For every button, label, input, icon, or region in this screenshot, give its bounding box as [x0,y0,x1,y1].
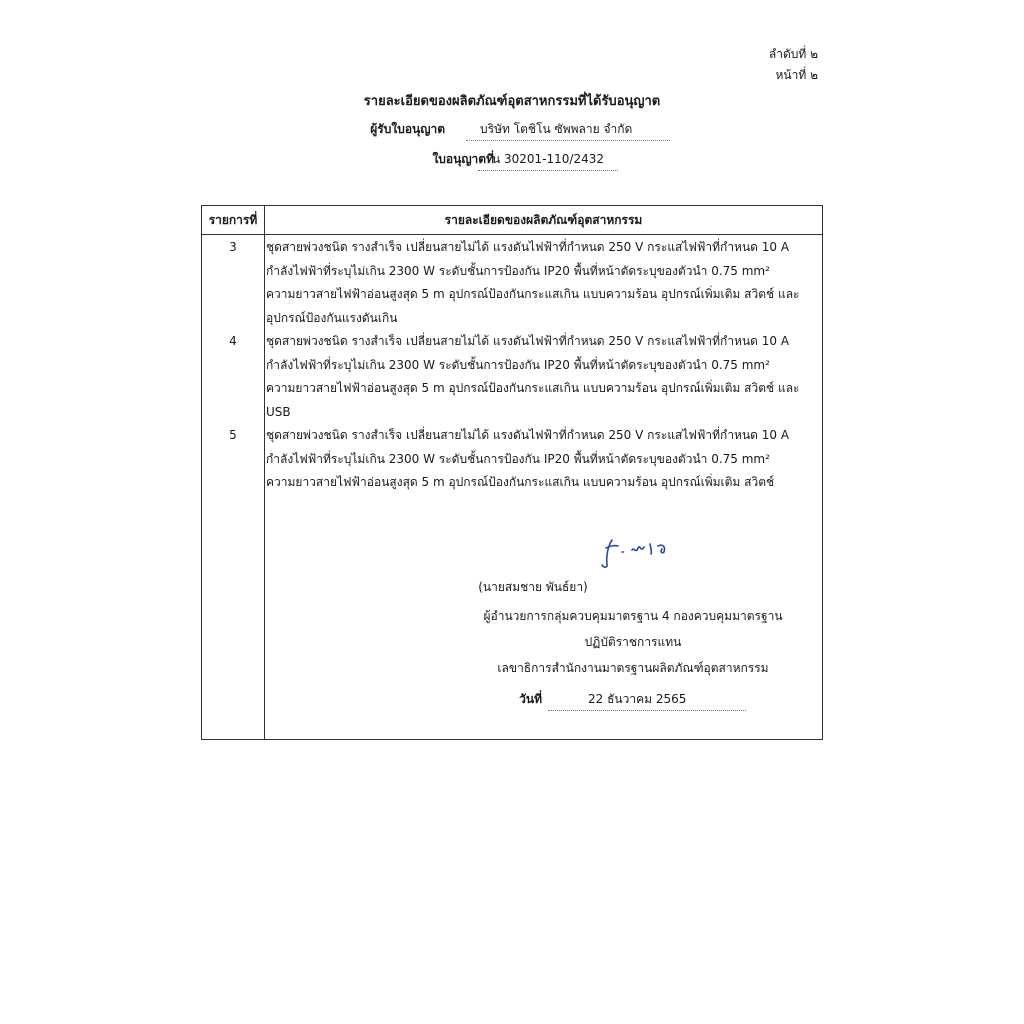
detail-line: ชุดสายพ่วงชนิด รางสำเร็จ เปลี่ยนสายไม่ได้ แรงดันไฟฟ้าที่กำหนด 250 V กระแสไฟฟ้าที่กำหนด 10 A [266,334,790,348]
detail-line: กำลังไฟฟ้าที่ระบุไม่เกิน 2300 W ระดับชั้นการป้องกัน IP20 พื้นที่หน้าตัดระบุของตัวนำ 0.75 mm² [266,357,770,372]
license-number-value: น 30201-110/2432 [478,148,618,171]
licensee-label: ผู้รับใบอนุญาต [370,122,445,136]
row-item-number: 5 [229,428,237,442]
detail-line: USB [266,404,291,419]
table-header [202,206,822,235]
row-detail [266,236,818,330]
detail-line: ความยาวสายไฟฟ้าอ่อนสูงสุด 5 m อุปกรณ์ป้องกันกระแสเกิน แบบความร้อน อุปกรณ์เพิ่มเติม สวิตช์ [266,475,775,489]
detail-line: ความยาวสายไฟฟ้าอ่อนสูงสุด 5 m อุปกรณ์ป้องกันกระแสเกิน แบบความร้อน อุปกรณ์เพิ่มเติม สวิตช์ และ [266,381,800,395]
signer-position-2: ปฏิบัติราชการแทน [584,635,682,649]
column-divider [264,206,265,739]
header-item-number: รายการที่ [208,213,258,227]
licensee-value: บริษัท โตชิโน ซัพพลาย จำกัด [466,118,670,141]
row-item-number: 3 [229,240,237,254]
license-number-row [0,148,1024,172]
header-product-detail: รายละเอียดของผลิตภัณฑ์อุตสาหกรรม [444,213,643,227]
page-number: หน้าที่ ๒ [775,68,818,82]
signer-position-3: เลขาธิการสำนักงานมาตรฐานผลิตภัณฑ์อุตสาหกรรม [497,661,769,675]
detail-line: อุปกรณ์ป้องกันแรงดันเกิน [266,310,398,325]
signer-name: (นายสมชาย พันธ์ยา) [478,580,588,594]
date-value: 22 ธันวาคม 2565 [548,688,746,711]
detail-line: กำลังไฟฟ้าที่ระบุไม่เกิน 2300 W ระดับชั้นการป้องกัน IP20 พื้นที่หน้าตัดระบุของตัวนำ 0.75 mm² [266,263,770,278]
handwritten-signature [598,534,678,570]
detail-line: ชุดสายพ่วงชนิด รางสำเร็จ เปลี่ยนสายไม่ได้ แรงดันไฟฟ้าที่กำหนด 250 V กระแสไฟฟ้าที่กำหนด 10 A [266,428,790,442]
date-label: วันที่ [519,692,542,706]
document-title: รายละเอียดของผลิตภัณฑ์อุตสาหกรรมที่ได้รับอนุญาต [363,94,661,109]
row-item-number: 4 [229,334,237,348]
detail-line: ความยาวสายไฟฟ้าอ่อนสูงสุด 5 m อุปกรณ์ป้องกันกระแสเกิน แบบความร้อน อุปกรณ์เพิ่มเติม สวิตช์ และ [266,287,800,301]
row-detail [266,424,818,495]
license-number-label: ใบอนุญาตที่ [432,152,494,166]
signer-position-1: ผู้อำนวยการกลุ่มควบคุมมาตรฐาน 4 กองควบคุมมาตรฐาน [483,609,783,623]
detail-line: กำลังไฟฟ้าที่ระบุไม่เกิน 2300 W ระดับชั้นการป้องกัน IP20 พื้นที่หน้าตัดระบุของตัวนำ 0.75 mm² [266,451,770,466]
sequence-number: ลำดับที่ ๒ [768,47,818,61]
detail-line: ชุดสายพ่วงชนิด รางสำเร็จ เปลี่ยนสายไม่ได้ แรงดันไฟฟ้าที่กำหนด 250 V กระแสไฟฟ้าที่กำหนด 10 A [266,240,790,254]
date-row [0,688,1024,712]
row-detail [266,330,818,424]
licensee-row [0,118,1024,142]
